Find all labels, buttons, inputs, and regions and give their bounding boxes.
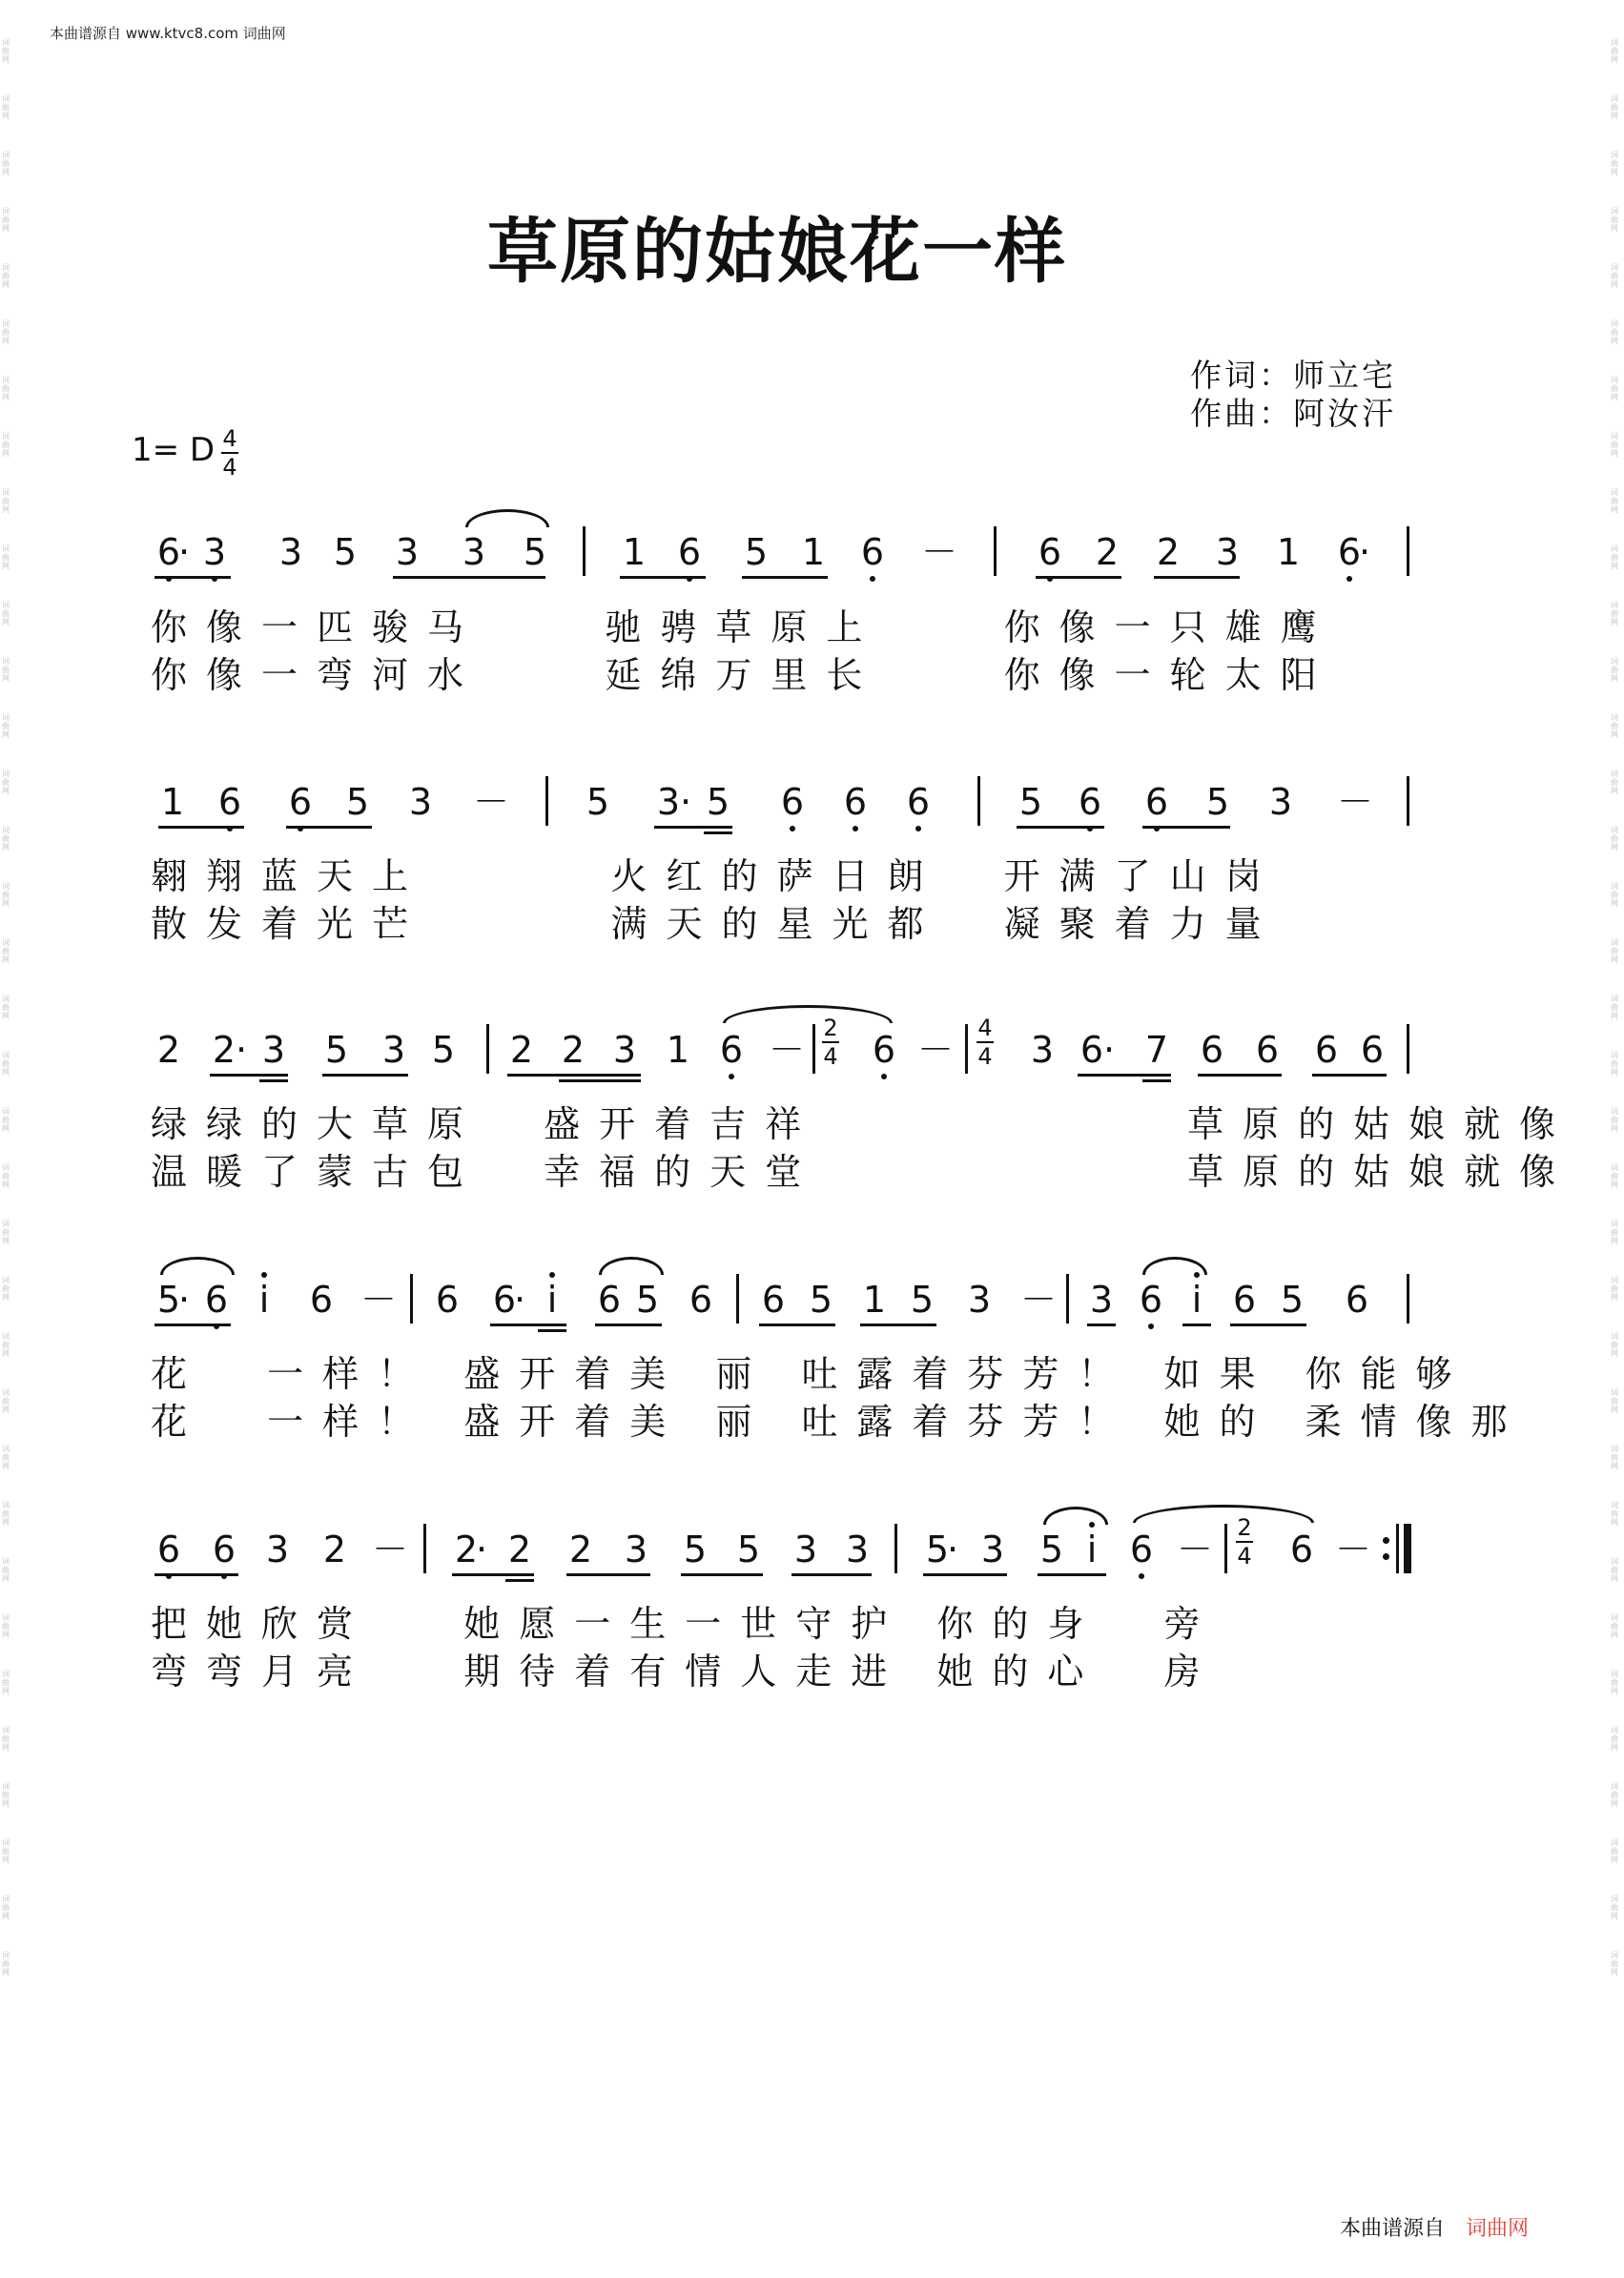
lyrics-row-5-verse-2: 弯弯月亮 期待着有情人走进 她的心 房 xyxy=(151,1651,1220,1693)
time-sig-bottom: 4 xyxy=(977,1043,993,1070)
note: 5 xyxy=(1280,1279,1305,1321)
dash: － xyxy=(360,1279,398,1321)
note: 2 xyxy=(454,1529,479,1570)
note: 6 xyxy=(841,784,870,820)
dot: · xyxy=(1358,531,1371,573)
lyrics-row-3-verse-2: 温暖了蒙古包 幸福的天堂 草原的姑娘就像 xyxy=(151,1151,1575,1193)
note: 5 xyxy=(156,1279,181,1321)
note: 2 xyxy=(507,1529,532,1570)
note: 5 xyxy=(635,1279,660,1321)
lyrics-row-2-verse-1: 翱翔蓝天上 火红的萨日朗 开满了山岗 xyxy=(151,855,1281,897)
note: 1 xyxy=(666,1029,690,1071)
note: 1 xyxy=(622,531,647,573)
dash: － xyxy=(1337,781,1374,823)
dash: － xyxy=(921,531,958,573)
note: 6 xyxy=(1345,1279,1369,1321)
header-source-text: 本曲谱源自 www.ktvc8.com 词曲网 xyxy=(50,25,286,42)
time-change-4-4 xyxy=(976,1016,994,1068)
note: 5 xyxy=(910,1279,935,1321)
lyrics-row-3-verse-1: 绿绿的大草原 盛开着吉祥 草原的姑娘就像 xyxy=(151,1103,1575,1145)
note: 5 xyxy=(925,1529,950,1570)
note: 5 xyxy=(523,531,547,573)
note: 3 xyxy=(278,531,303,573)
left-watermark-strip: 词曲网 词曲网 词曲网 词曲网 词曲网 词曲网 词曲网 词曲网 词曲网 词曲网 词曲网 词曲网 词曲网 词曲网 词曲网 词曲网 词曲网 词曲网 词曲网 词曲网 词曲网 词曲网 词曲网 词曲网 词曲网 词曲网 词曲网 词曲网 词曲网 词曲网 词曲网 词曲网 词曲网 词曲网 词曲网 xyxy=(2,38,10,1977)
note: 7 xyxy=(1144,1029,1169,1071)
note: 3 xyxy=(967,1279,992,1321)
note: 5 xyxy=(431,1029,456,1071)
note: 6 xyxy=(597,1279,622,1321)
note: 1 xyxy=(801,531,826,573)
note: 3 xyxy=(1268,781,1293,823)
note: 6 xyxy=(154,1531,183,1568)
dot: · xyxy=(1102,1029,1116,1071)
note: 6 xyxy=(216,784,244,820)
note: 6 xyxy=(1036,534,1064,570)
note: 6 xyxy=(778,784,807,820)
lyrics-row-5-verse-1: 把她欣赏 她愿一生一世守护 你的身 旁 xyxy=(151,1603,1220,1645)
note: 3 xyxy=(265,1529,290,1570)
dash: － xyxy=(1335,1529,1372,1570)
time-sig-bottom: 4 xyxy=(823,1043,838,1070)
note: 5 xyxy=(1039,1529,1064,1570)
note: 3 xyxy=(1215,531,1240,573)
note: 5 xyxy=(706,781,730,823)
note: 5 xyxy=(586,781,610,823)
note: 6 xyxy=(309,1279,334,1321)
footer-source xyxy=(1340,2212,1529,2242)
note: 6 xyxy=(1076,784,1104,820)
dash: － xyxy=(473,781,510,823)
note: 6 xyxy=(435,1279,460,1321)
note: 3 xyxy=(1089,1279,1114,1321)
note: 2 xyxy=(156,1029,181,1071)
note: 6 xyxy=(1142,784,1171,820)
time-change-2-4 xyxy=(822,1016,839,1068)
dash: － xyxy=(1177,1529,1214,1570)
note: 5 xyxy=(345,781,370,823)
dash: － xyxy=(917,1029,955,1071)
note: 6 xyxy=(904,784,933,820)
note: 3 xyxy=(624,1529,648,1570)
note: 6 xyxy=(210,1531,238,1568)
right-watermark-strip: 词曲网 词曲网 词曲网 词曲网 词曲网 词曲网 词曲网 词曲网 词曲网 词曲网 词曲网 词曲网 词曲网 词曲网 词曲网 词曲网 词曲网 词曲网 词曲网 词曲网 词曲网 词曲网 词曲网 词曲网 词曲网 词曲网 词曲网 词曲网 词曲网 词曲网 词曲网 词曲网 词曲网 词曲网 词曲网 xyxy=(1611,38,1618,1977)
note: 6 xyxy=(1200,1029,1224,1071)
note: 2 xyxy=(561,1029,586,1071)
note: 6 xyxy=(1127,1531,1156,1568)
note: 3 xyxy=(462,531,486,573)
note-high: i xyxy=(1078,1531,1106,1568)
time-signature xyxy=(221,427,238,479)
note: 1 xyxy=(862,1279,887,1321)
note: 2 xyxy=(1156,531,1181,573)
note: 2 xyxy=(509,1029,534,1071)
note: 3 xyxy=(612,1029,637,1071)
note-high: i xyxy=(250,1282,278,1318)
time-sig-top: 2 xyxy=(823,1015,838,1041)
note: 6 xyxy=(761,1279,786,1321)
note: 6 xyxy=(1335,534,1364,570)
note: 6 xyxy=(1255,1029,1280,1071)
dot: · xyxy=(475,1529,488,1570)
note: 5 xyxy=(809,1279,833,1321)
time-sig-top: 4 xyxy=(977,1015,993,1041)
note: 6 xyxy=(689,1279,713,1321)
footer-brand-link[interactable]: 词曲网 xyxy=(1465,2217,1529,2241)
note: 6 xyxy=(1289,1529,1314,1570)
note: 3 xyxy=(793,1529,818,1570)
note: 3 xyxy=(261,1029,286,1071)
repeat-sign xyxy=(1383,1528,1389,1570)
lyricist-credit: 作词：师立宅 xyxy=(1190,357,1396,394)
note: 3 xyxy=(381,1029,406,1071)
note: 1 xyxy=(160,781,185,823)
note: 6 xyxy=(1314,1029,1339,1071)
note: 3 xyxy=(980,1529,1005,1570)
note: 1 xyxy=(1276,531,1301,573)
note: 6 xyxy=(492,1279,517,1321)
dash: － xyxy=(372,1529,409,1570)
note: 2 xyxy=(212,1029,236,1071)
composer-credit: 作曲：阿汝汗 xyxy=(1190,395,1396,432)
note: 6 xyxy=(1079,1029,1104,1071)
note: 5 xyxy=(1205,781,1230,823)
dot: · xyxy=(235,1029,248,1071)
note: 6 xyxy=(1137,1282,1165,1318)
lyrics-row-4-verse-1: 花 一样！ 盛开着美 丽 吐露着芬芳！ 如果 你能够 xyxy=(151,1353,1471,1395)
note: 6 xyxy=(858,534,887,570)
note: 3 xyxy=(200,534,229,570)
note: 6 xyxy=(1232,1279,1257,1321)
note: 6 xyxy=(202,1282,231,1318)
note: 5 xyxy=(683,1529,708,1570)
note: 6 xyxy=(675,534,704,570)
time-sig-top: 2 xyxy=(1237,1514,1252,1541)
note-high: i xyxy=(538,1282,566,1318)
note: 5 xyxy=(744,531,769,573)
note: 6 xyxy=(717,1032,746,1068)
lyrics-row-2-verse-2: 散发着光芒 满天的星光都 凝聚着力量 xyxy=(151,903,1281,945)
time-sig-bottom: 4 xyxy=(222,454,237,481)
dot: · xyxy=(679,781,692,823)
dash: － xyxy=(769,1029,806,1071)
note: 6 xyxy=(870,1032,898,1068)
key-label: 1= D xyxy=(132,431,216,469)
note: 6 xyxy=(1360,1029,1385,1071)
time-sig-bottom: 4 xyxy=(1237,1543,1252,1570)
note: 6 xyxy=(154,534,183,570)
dash: － xyxy=(1020,1279,1058,1321)
key-signature xyxy=(132,431,215,469)
time-change-2-4 xyxy=(1236,1516,1253,1568)
note: 3 xyxy=(845,1529,870,1570)
note: 6 xyxy=(286,784,315,820)
note: 3 xyxy=(656,781,681,823)
lyrics-row-4-verse-2: 花 一样！ 盛开着美 丽 吐露着芬芳！ 她的 柔情像那 xyxy=(151,1401,1527,1443)
note: 2 xyxy=(568,1529,593,1570)
dot: · xyxy=(177,531,191,573)
note: 3 xyxy=(1030,1029,1055,1071)
footer-source-label: 本曲谱源自 xyxy=(1339,2217,1445,2241)
dot: · xyxy=(177,1279,191,1321)
note: 3 xyxy=(408,781,433,823)
lyrics-row-1-verse-1: 你像一匹骏马 驰骋草原上 你像一只雄鹰 xyxy=(151,606,1336,648)
time-sig-top: 4 xyxy=(222,425,237,452)
note: 5 xyxy=(324,1029,349,1071)
dot: · xyxy=(513,1279,526,1321)
dot: · xyxy=(946,1529,959,1570)
lyrics-row-1-verse-2: 你像一弯河水 延绵万里长 你像一轮太阳 xyxy=(151,654,1336,696)
note: 5 xyxy=(736,1529,761,1570)
note: 5 xyxy=(333,531,358,573)
note: 5 xyxy=(1018,781,1043,823)
note: 2 xyxy=(1095,531,1120,573)
note-high: i xyxy=(1182,1282,1211,1318)
note: 2 xyxy=(322,1529,347,1570)
song-title: 草原的姑娘花一样 xyxy=(487,211,1067,293)
note: 3 xyxy=(395,531,420,573)
